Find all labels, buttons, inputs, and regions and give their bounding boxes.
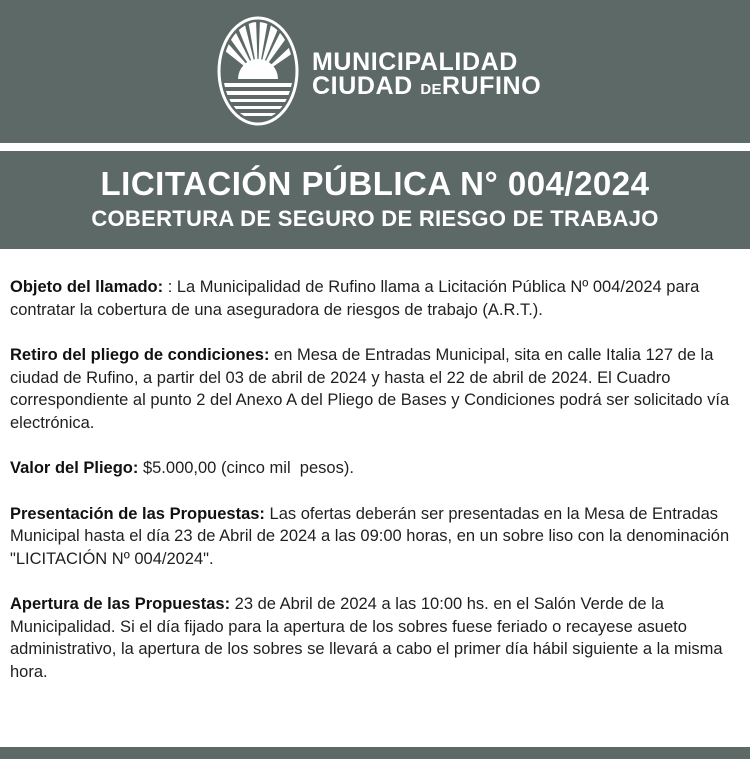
- divider: [0, 143, 750, 151]
- header-band: [0, 0, 750, 143]
- page-title: LICITACIÓN PÚBLICA N° 004/2024: [100, 165, 650, 202]
- brand-word-rufino: RUFINO: [441, 72, 542, 100]
- section-text: 23 de Abril de 2024 a las 10:00 hs. en el Salón Verde de la Municipalidad. Si el día fijado para la apertura de los sobres fuese feriado o recayese asueto administrativo, la apertura de los sobres se llevará a cabo el primer día hábil siguiente a la misma hora.: [10, 595, 723, 681]
- brand-line-municipalidad: MUNICIPALIDAD: [312, 48, 518, 76]
- section-apertura: [10, 593, 742, 683]
- notice-body: [10, 276, 742, 706]
- section-label: Presentación de las Propuestas:: [10, 504, 265, 523]
- section-label: Objeto del llamado:: [10, 278, 164, 296]
- brand-line-ciudad: [312, 74, 541, 102]
- footer-band: [0, 747, 750, 759]
- section-objeto: [10, 276, 742, 321]
- section-text: $5.000,00 (cinco mil pesos).: [138, 459, 354, 477]
- page-subtitle: COBERTURA DE SEGURO DE RIESGO DE TRABAJO: [91, 206, 659, 231]
- section-label: Valor del Pliego:: [10, 459, 139, 477]
- brand-word-ciudad: CIUDAD: [312, 72, 413, 100]
- section-text: : La Municipalidad de Rufino llama a Licitación Pública Nº 004/2024 para contratar la cobertura de una aseguradora de riesgos de trabajo (A.R.T.).: [10, 278, 700, 319]
- section-presentacion: [10, 503, 742, 571]
- section-text: Las ofertas deberán ser presentadas en la Mesa de Entradas Municipal hasta el día 23 de Abril de 2024 a las 09:00 horas, en un sobre liso con la denominación "LICITACIÓN Nº 004/2024".: [10, 504, 730, 568]
- section-valor: [10, 457, 742, 480]
- title-band: [0, 151, 750, 249]
- section-label: Apertura de las Propuestas:: [10, 595, 231, 613]
- section-retiro: [10, 344, 742, 434]
- brand-name: [312, 50, 541, 102]
- section-label: Retiro del pliego de condiciones:: [10, 346, 270, 364]
- section-text: en Mesa de Entradas Municipal, sita en calle Italia 127 de la ciudad de Rufino, a partir del 03 de abril de 2024 y hasta el 22 de abril de 2024. El Cuadro correspondiente al punto 2 del Anexo A del Pliego de Bases y Condiciones podrá ser solicitado vía electrónica.: [10, 346, 730, 432]
- municipal-seal-icon: [216, 15, 300, 127]
- brand-word-de: DE: [420, 81, 442, 98]
